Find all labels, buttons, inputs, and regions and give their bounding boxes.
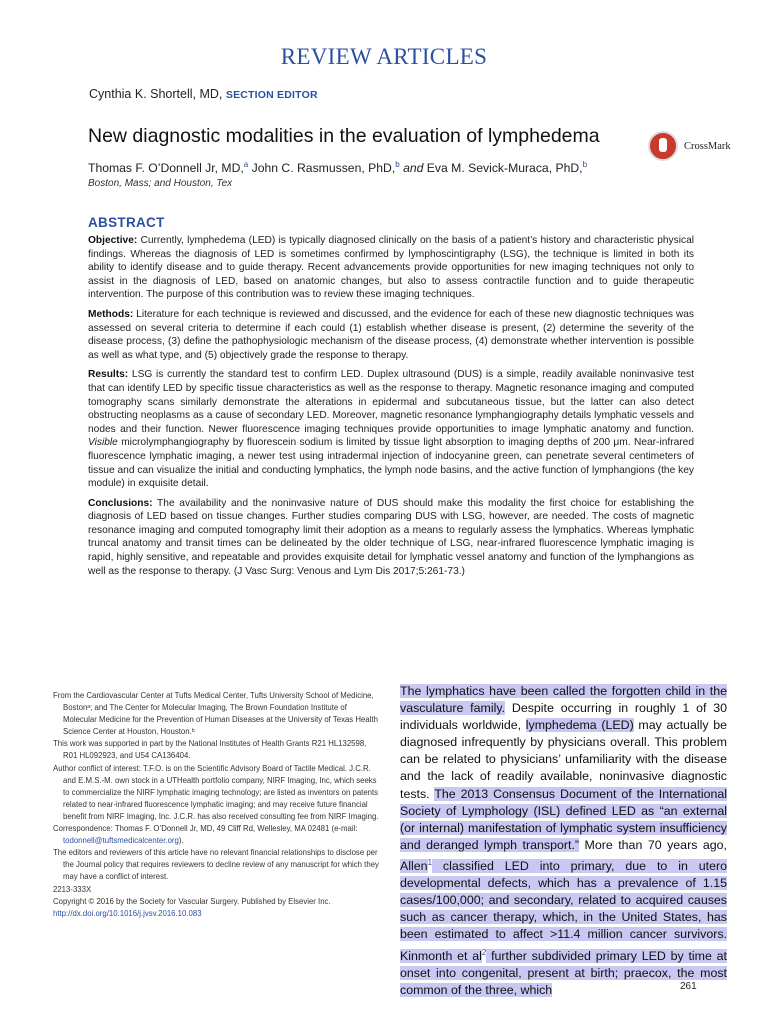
methods-text: Literature for each technique is reviewed and discussed, and the evidence for each of these new diagnostic techniques was assessed on several criteria to determine if each could (1) establish whether disease is present, (2) determine the severity of the disease process, (3) define the pathophysiologic mechanism of the disease process, (4) demonstrate whether intervention is possible as well as what type, and (5) objectively grade the response to therapy. [88, 308, 694, 361]
reference-marker[interactable]: 2 [481, 947, 487, 957]
author-name: John C. Rasmussen, PhD, [248, 161, 396, 176]
conclusions-label: Conclusions: [88, 497, 153, 509]
footnote-affiliation: From the Cardiovascular Center at Tufts Medical Center, Tufts University School of Medicine, Bostonᵃ; and The Center for Molecular Imaging, The Brown Foundation Institute of Molecular Medicine for the Prevention of Human Diseases at the University of Texas Health Science Center at Houston, Houston.ᵇ [53, 691, 378, 737]
author-location: Boston, Mass; and Houston, Tex [88, 178, 233, 189]
body-text: More than 70 years ago, [579, 837, 727, 852]
objective-text: Currently, lymphedema (LED) is typically diagnosed clinically on the basis of a patient’s history and characteristic physical findings. Whereas the diagnosis of LED is sometimes confirmed by lymphoscintigraphy (LSG), the technique is limited in both its ability to identify disease and to guide therapy. Recent advancements provide opportunities for new imaging techniques not only to assist in the diagnosis of LED, based on anatomic changes, but also to assess contractile function and to guide therapeutic intervention. The purpose of this contribution was to review these imaging techniques. [88, 235, 694, 301]
objective-label: Objective: [88, 235, 138, 246]
footnote-correspondence [53, 823, 380, 847]
article-title: New diagnostic modalities in the evaluation of lymphedema [88, 125, 600, 147]
footnotes [53, 690, 380, 920]
section-header: REVIEW ARTICLES [280, 44, 488, 69]
abstract-conclusions [88, 497, 694, 579]
abstract-body [88, 234, 694, 584]
highlighted-term[interactable]: lymphedema (LED) [525, 718, 634, 733]
abstract-heading: ABSTRACT [88, 215, 165, 230]
results-italic: Visible [88, 437, 118, 449]
highlighted-sentence[interactable]: The 2013 Consensus Document of the International Society of Lymphology (ISL) defined LED as “an external (or internal) manifestation of lymphatic system insufficiency and deranged lymph transport.” [400, 786, 727, 852]
author-name: Thomas F. O’Donnell Jr, MD, [88, 161, 244, 176]
editor-role: SECTION EDITOR [225, 89, 318, 101]
crossmark-badge[interactable] [648, 131, 760, 165]
conclusions-text: The availability and the noninvasive nature of DUS should make this modality the first choice for establishing the diagnosis of LED based on tissue changes. Further studies comparing DUS with LSG, however, are needed. The costs of magnetic resonance imaging and computed tomography limit their adoption as a means to regularly assess the lymphatics. Whereas lymphatic truncal anatomy and transit times can be delineated by the older technique of LSG, near-infrared fluorescence lymphatic imaging is rapid, highly sensitive, and repeatable and provides exquisite detail for lymphatic vessel anatomy and function of the lymphangions as well as the response to therapy. (J Vasc Surg: Venous and Lym Dis 2017;5:261-73.) [88, 497, 694, 577]
footnote-copyright: Copyright © 2016 by the Society for Vascular Surgery. Published by Elsevier Inc. [53, 896, 331, 906]
author-name: Eva M. Sevick-Muraca, PhD, [426, 161, 583, 176]
methods-label: Methods: [88, 308, 134, 320]
abstract-objective [88, 234, 694, 302]
body-paragraph [400, 683, 727, 999]
highlighted-citation[interactable]: Allen [400, 859, 428, 874]
section-editor-line [89, 87, 318, 101]
results-text: LSG is currently the standard test to confirm LED. Duplex ultrasound (DUS) is a simple, readily available noninvasive test that can identify LED by specific tissue characteristics as well as the response to therapy. Magnetic resonance imaging and computed tomography scans similarly demonstrate the alterations in epidermal and subcutaneous tissue, but the latter can also detect obstructing neoplasms as a cause of secondary LED. Moreover, magnetic resonance lymphangiography details lymphatic vessels and nodes and their function. Newer fluorescence imaging techniques provide opportunities to image lymphatic anatomy and function. [88, 369, 694, 435]
footnote-conflict: Author conflict of interest: T.F.O. is on the Scientific Advisory Board of Tactile Medical. J.C.R. and E.M.S.-M. own stock in a UTHealth portfolio company, NIRF Imaging, Inc, which seeks to commercialize the NIRF lymphatic imaging technology; are listed as inventors on patents related to near-infrared fluorescence lymphatic imaging; and may receive future financial benefit from NIRF Imaging, Inc. J.C.R. has also received consulting fee from NIRF Imaging. [53, 763, 379, 821]
author-list [88, 160, 587, 175]
body-text: may actually be diagnosed infrequently by physicians overall. This problem can be related to physicians’ unfamiliarity with the disease and the lack of readily available, noninvasive diagnostic tests. [400, 718, 727, 801]
crossmark-icon [648, 131, 678, 161]
affiliation-marker[interactable]: b [395, 160, 400, 169]
highlighted-sentence[interactable]: The lymphatics have been called the forgotten child in the vasculature family. [400, 684, 727, 716]
doi-link[interactable]: http://dx.doi.org/10.1016/j.jvsv.2016.10.083 [53, 908, 202, 918]
affiliation-marker[interactable]: b [582, 160, 588, 169]
page-number: 261 [680, 981, 697, 992]
highlighted-sentence[interactable]: further subdivided primary LED by time at onset into congenital, present at birth; praecox, the most common of the three, which [400, 948, 727, 997]
email-link[interactable]: todonnell@tuftsmedicalcenter.org [63, 836, 179, 846]
footnote-funding: This work was supported in part by the National Institutes of Health Grants R21 HL132598, R01 HL092923, and U54 CA136404. [53, 739, 367, 761]
results-text-cont: microlymphangiography by fluorescein sodium is limited by tissue light absorption to imaging depths of 200 μm. Near-infrared fluorescence lymphatic imaging, a newer test using intradermal injection of indocyanine green, can penetrate several centimeters of tissue and can visualize the initial and conducting lymphatics, the lymph node basins, and the active function of lymphangions (the key module) in exquisite detail. [88, 437, 694, 490]
crossmark-label: CrossMark [684, 141, 731, 152]
correspondence-text: Correspondence: Thomas F. O’Donnell Jr, MD, 49 Cliff Rd, Wellesley, MA 02481 (e-mail: [53, 824, 358, 834]
correspondence-end: ). [178, 836, 184, 846]
highlighted-sentence[interactable]: classified LED into primary, due to in utero developmental defects, which has a prevalence of 1.15 cases/100,000; and secondary, related to acquired causes such as cancer therapy, which, in the United States, has been estimated to affect >11.4 million cancer survivors. Kinmonth et al [400, 859, 727, 963]
footnote-editors: The editors and reviewers of this article have no relevant financial relationships to disclose per the Journal policy that requires reviewers to decline review of any manuscript for which they may have a conflict of interest. [53, 848, 379, 882]
body-text: Despite occurring in roughly 1 of 30 individuals worldwide, [400, 701, 728, 733]
affiliation-marker[interactable]: a [243, 160, 249, 169]
results-label: Results: [88, 369, 129, 381]
abstract-methods [88, 308, 694, 362]
author-conjunction: and [399, 161, 427, 176]
reference-marker[interactable]: 1 [427, 857, 433, 867]
footnote-issn: 2213-333X [53, 884, 92, 894]
editor-name: Cynthia K. Shortell, MD, [89, 87, 226, 101]
abstract-results [88, 368, 694, 490]
footnote-doi [53, 908, 380, 920]
